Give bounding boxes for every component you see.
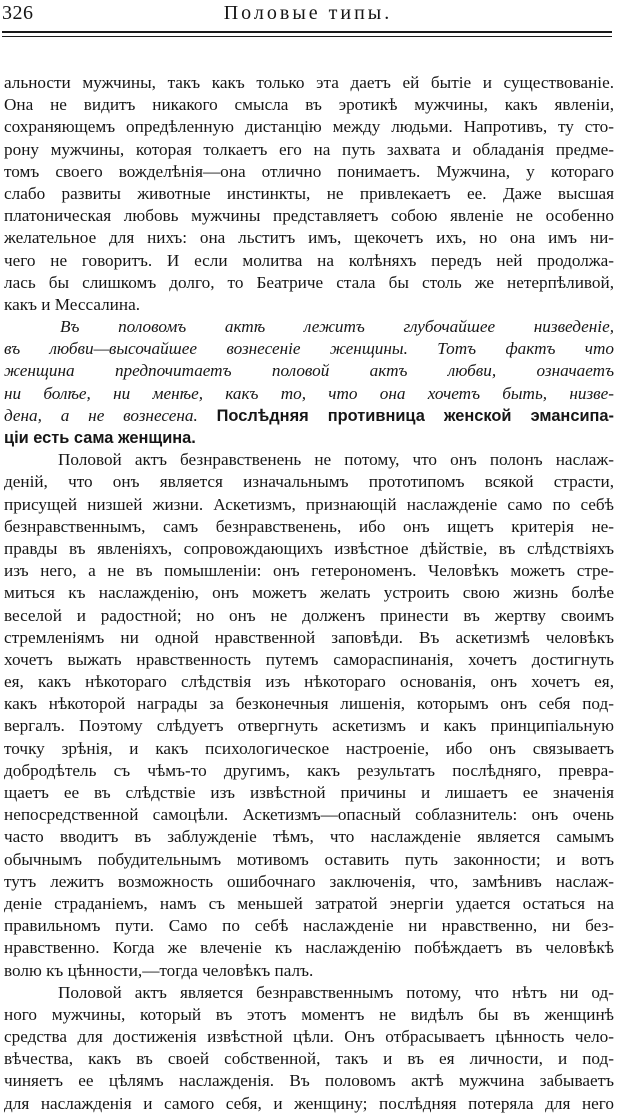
text-line: нравственно. Когда же влеченіе къ наслажденію побѣждаетъ въ человѣкѣ xyxy=(4,938,614,958)
text-line: какъ и Мессалина. xyxy=(4,294,141,314)
text-line: присущей низшей жизни. Аскетизмъ, признающій наслажденіе само по себѣ xyxy=(4,494,614,514)
text-line: для наслажденія и самого себя, и женщину; послѣдняя потеряла для него xyxy=(4,1093,614,1113)
text-line: точку зрѣнія, и какъ психологическое настроеніе, ибо онъ связываетъ xyxy=(4,738,614,758)
text-line: деніе страданіемъ, намъ съ меньшей затратой энергіи удается остаться на xyxy=(4,893,614,913)
italic-line: женщина предпочитаетъ половой актъ любви, означаетъ xyxy=(4,361,614,381)
text-line: рону мужчины, которая толкаетъ его на путь захвата и обладанія предме- xyxy=(4,139,614,159)
text-line: томъ своего вожделѣнія—она отлично понимаетъ. Мужчина, у котораго xyxy=(4,161,614,181)
text-line: веселой и радостной; но онъ не долженъ принести въ жертву своимъ xyxy=(4,605,614,625)
mixed-line xyxy=(4,405,614,427)
text-line: слабо развиты животные инстинкты, не привлекаетъ ее. Даже высшая xyxy=(4,183,614,203)
text-line: Она не видитъ никакого смысла въ эротикѣ мужчины, какъ явленіи, xyxy=(4,95,614,115)
text-line: вѣчества, какъ въ своей собственной, такъ и въ ея личности, и под- xyxy=(4,1049,614,1069)
text-line: часто вводитъ въ заблужденіе тѣмъ, что наслажденіе является самымъ xyxy=(4,827,614,847)
text-line: Половой актъ безнравственень не потому, что онъ полонъ наслаж- xyxy=(58,450,614,470)
text-line: чиняетъ ее цѣлямъ наслажденія. Въ половомъ актѣ мужчина забываетъ xyxy=(4,1071,614,1091)
text-line: ея, какъ нѣкотораго слѣдствія изъ нѣкотораго основанія, онъ хочетъ ея, xyxy=(4,672,614,692)
text-line: миться къ наслажденію, онъ можетъ желать устроить свою жизнь болѣе xyxy=(4,583,614,603)
text-line: волю къ цѣнности,—тогда человѣкъ палъ. xyxy=(4,960,314,980)
text-line: обычнымъ побудительнымъ мотивомъ оставить путь законности; и вотъ xyxy=(4,849,614,869)
text-line: вергалъ. Поэтому слѣдуетъ отвергнуть аскетизмъ и какъ принципіальную xyxy=(4,716,614,736)
text-line: добродѣтель съ чѣмъ-то другимъ, какъ результатъ послѣдняго, превра- xyxy=(4,760,614,780)
italic-run: дена, а не вознесена. xyxy=(4,405,198,425)
italic-line: въ любви—высочайшее вознесеніе женщины. Тотъ фактъ что xyxy=(4,339,614,359)
text-line: лась бы слишкомъ долго, то Беатриче стала бы столь же нетерпѣливой, xyxy=(4,272,614,292)
text-line: непосредственной самоцѣли. Аскетизмъ—опасный соблазнитель: онъ очень xyxy=(4,805,614,825)
text-line: правильномъ пути. Само по себѣ наслажденіе ни нравственно, ни без- xyxy=(4,916,614,936)
text-line: средства для достиженія извѣстной цѣли. Онъ отбрасываетъ цѣнность чело- xyxy=(4,1027,614,1047)
text-line: тутъ лежитъ возможность ошибочнаго заключенія, что, замѣнивъ наслаж- xyxy=(4,871,614,891)
bold-line: ціи есть сама женщина. xyxy=(4,429,196,447)
text-line: безнравственнымъ, самъ безнравственень, ибо онъ ищетъ критерія не- xyxy=(4,516,614,536)
running-head xyxy=(2,2,614,24)
text-line: деній, что онъ является изначальнымъ прототипомъ всякой страсти, xyxy=(4,472,614,492)
bold-run: Послѣдняя противница женской эмансипа- xyxy=(216,406,614,425)
italic-line: Въ половомъ актѣ лежитъ глубочайшее низведеніе, xyxy=(60,317,614,337)
italic-line: ни болѣе, ни менѣе, какъ то, что она хочетъ быть, низве- xyxy=(4,383,614,403)
body-text xyxy=(4,72,614,1115)
text-line: желательное для нихъ: она льститъ имъ, щекочетъ ихъ, но она имъ ни- xyxy=(4,228,614,248)
text-line: правды въ явленіяхъ, сопровождающихъ извѣстное дѣйствіе, въ слѣдствіяхъ xyxy=(4,538,614,558)
page-number: 326 xyxy=(2,2,34,24)
running-title: Половые типы. xyxy=(223,2,393,24)
text-line: ного мужчины, который въ этотъ моментъ не видѣлъ бы въ женщинѣ xyxy=(4,1004,614,1024)
text-line: хочетъ выжать нравственность путемъ самораспинанія, хочетъ достигнуть xyxy=(4,649,614,669)
text-line: сохраняющемъ опредѣленную дистанцію между людьми. Напротивъ, ту сто- xyxy=(4,117,614,137)
text-line: чего не говоритъ. И если молитва на колѣняхъ передъ ней продолжа- xyxy=(4,250,614,270)
text-line: какъ нѣкоторой награды за безконечныя лишенія, которымъ онъ себя под- xyxy=(4,694,614,714)
text-line: платоническая любовь мужчины представляетъ собою явленіе не особенно xyxy=(4,206,614,226)
text-line: изъ него, а не въ помышленіи: онъ гетерономенъ. Человѣкъ можетъ стре- xyxy=(4,561,614,581)
header-double-rule xyxy=(2,31,612,37)
text-line: стремленіямъ ни одной нравственной заповѣди. Въ аскетизмѣ человѣкъ xyxy=(4,627,614,647)
text-line: щаетъ ее въ слѣдствіе изъ извѣстной причины и лишаетъ ее значенія xyxy=(4,783,614,802)
text-line: Половой актъ является безнравственнымъ потому, что нѣтъ ни од- xyxy=(58,982,614,1002)
text-line: альности мужчины, такъ какъ только эта даетъ ей бытіе и существованіе. xyxy=(4,73,614,92)
